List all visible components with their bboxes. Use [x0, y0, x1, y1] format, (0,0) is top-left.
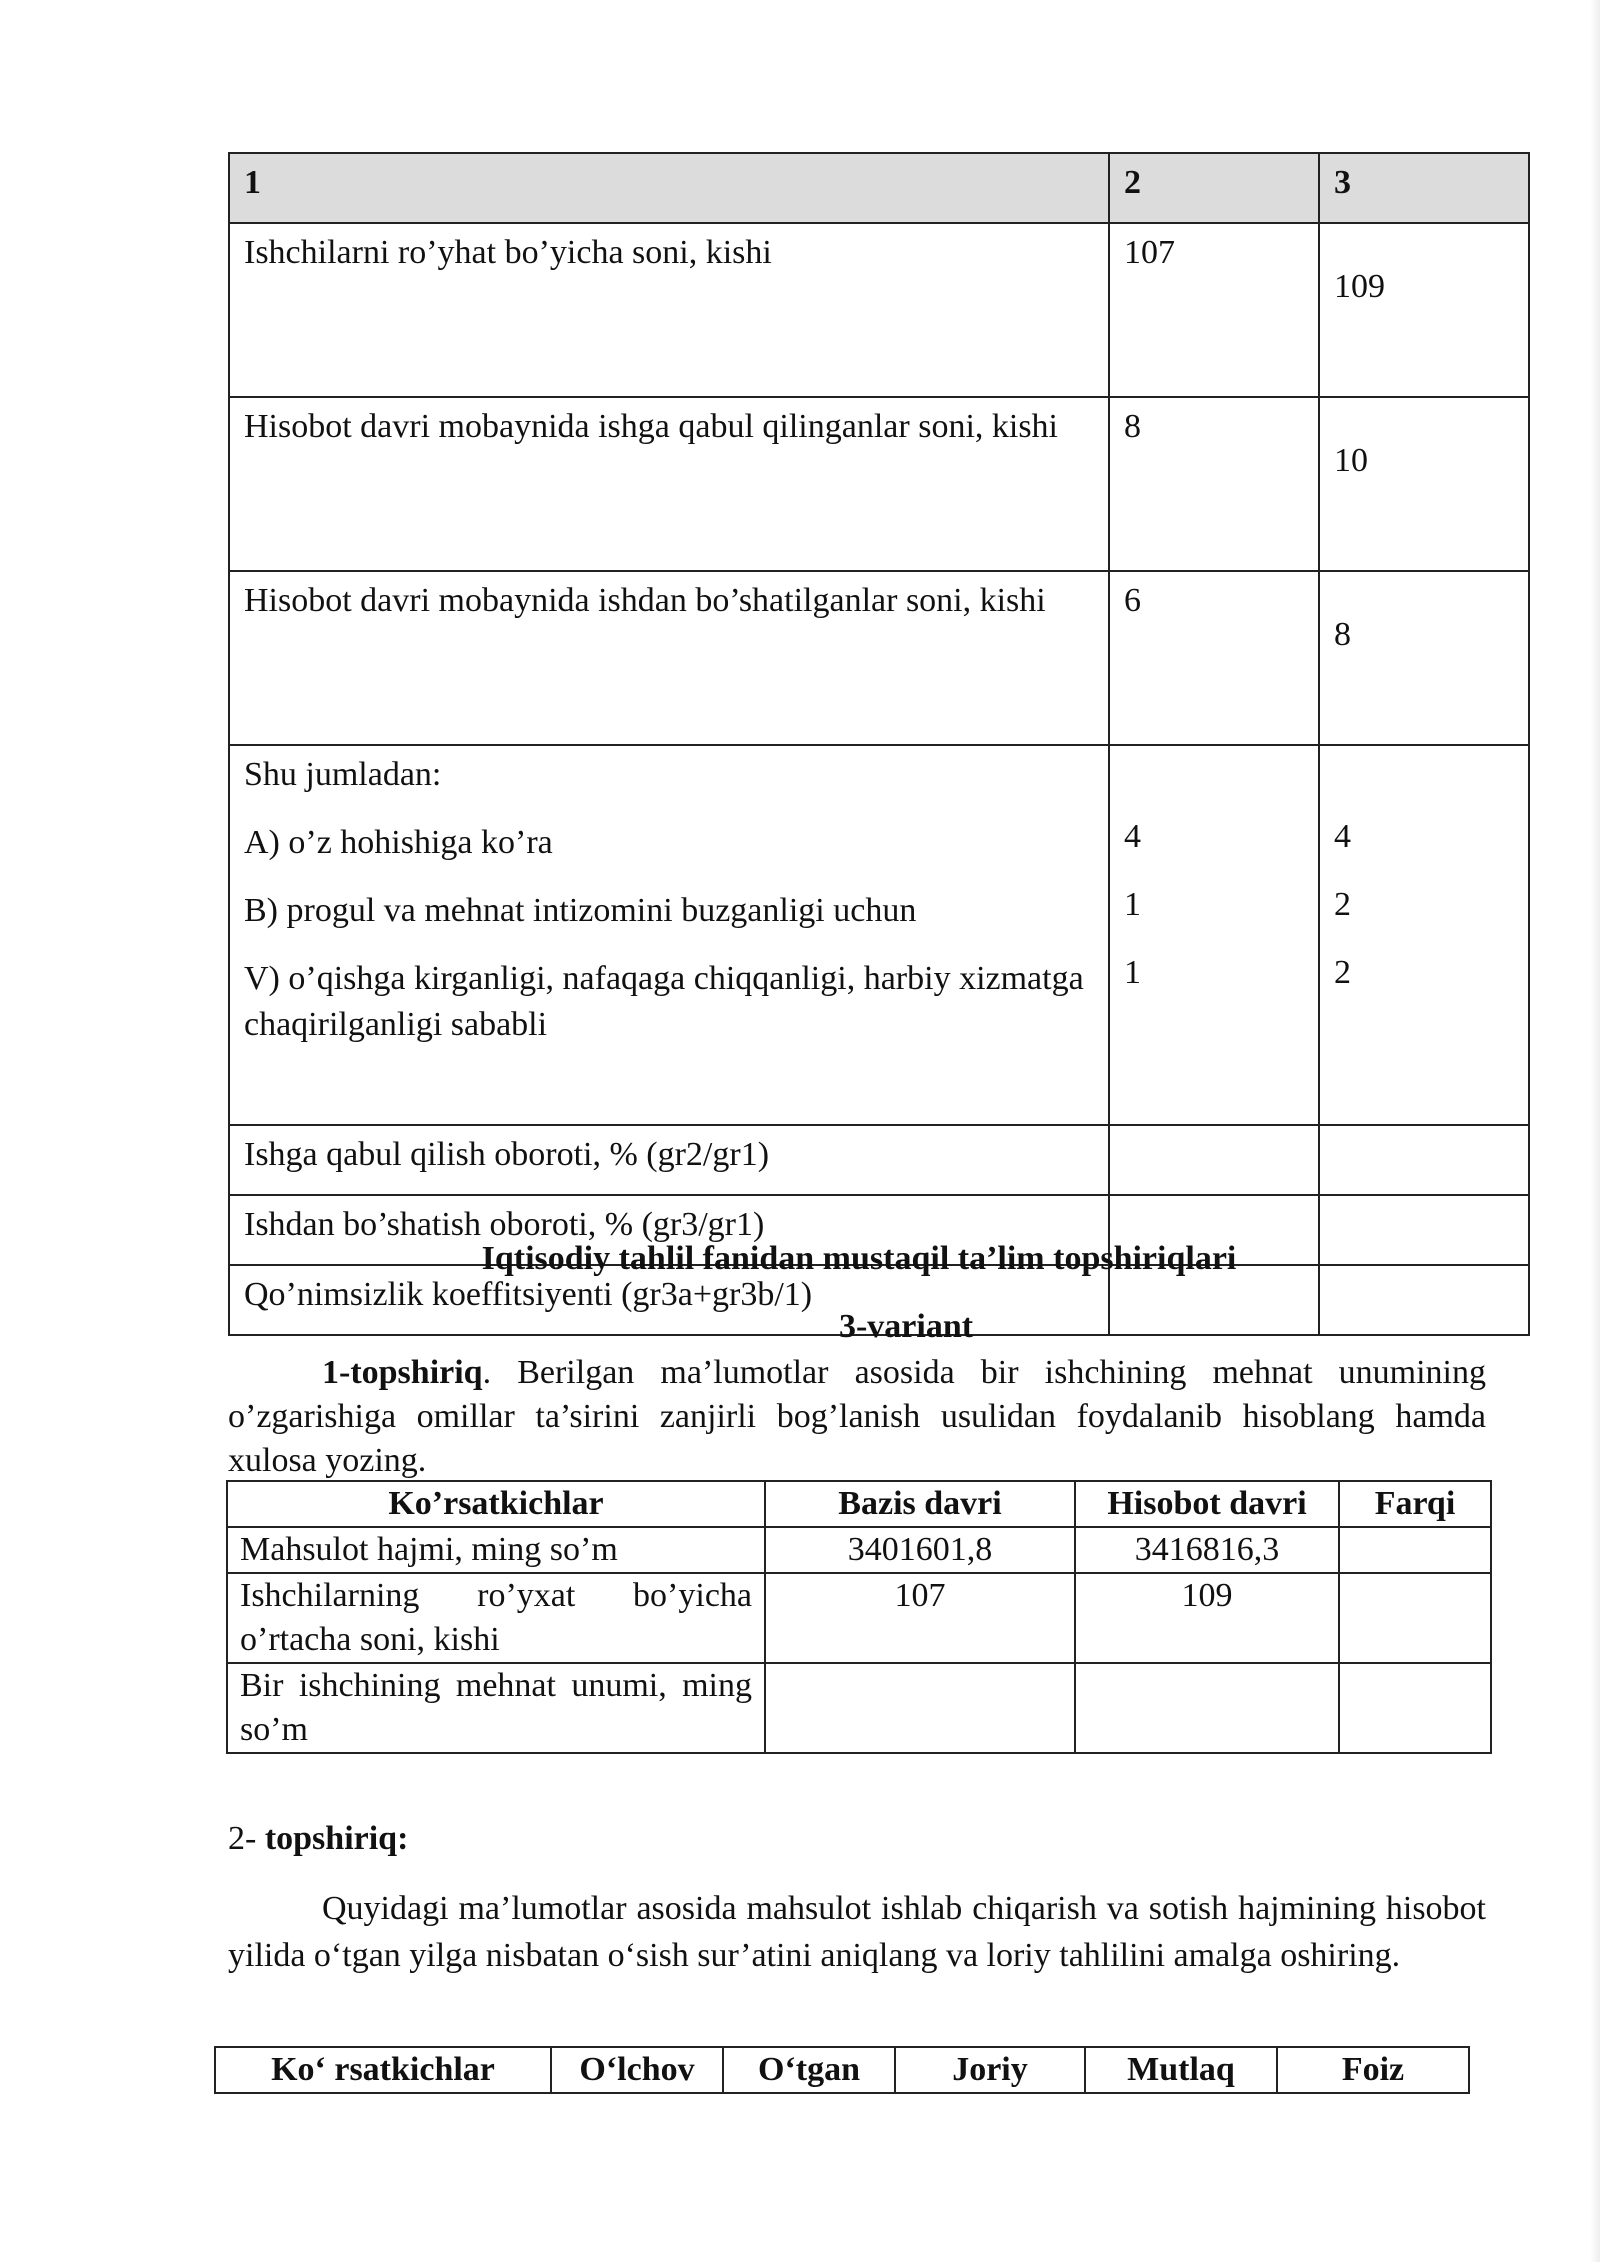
- breakdown-item: V) o’qishga kirganligi, nafaqaga chiqqanligi, harbiy xizmatga chaqirilganligi sababli: [244, 960, 1084, 1043]
- table-row: [227, 1663, 1491, 1753]
- table-row-breakdown: [229, 745, 1529, 1125]
- table-header-row: [215, 2047, 1469, 2093]
- labor-productivity-table: [226, 1480, 1492, 1754]
- cell-value: 4: [1124, 818, 1141, 855]
- header-cell: Joriy: [895, 2047, 1085, 2093]
- task2-heading: [228, 1817, 1486, 1861]
- section-title: Iqtisodiy tahlil fanidan mustaqil ta’lim topshiriqlari: [481, 1240, 1237, 1277]
- row-label: Ishdan bo’shatish oboroti, % (gr3/gr1): [229, 1195, 1109, 1265]
- cell-value: 109: [1319, 223, 1529, 397]
- header-cell: 3: [1319, 153, 1529, 223]
- cell-value: 8: [1109, 397, 1319, 571]
- header-cell: Hisobot davri: [1075, 1481, 1339, 1527]
- breakdown-item: B) progul va mehnat intizomini buzganligi uchun: [244, 892, 917, 929]
- cell-value: 3416816,3: [1075, 1527, 1339, 1573]
- cell-value: 10: [1319, 397, 1529, 571]
- row-label: Ishga qabul qilish oboroti, % (gr2/gr1): [229, 1125, 1109, 1195]
- page-edge-shadow: [1590, 0, 1600, 2262]
- cell-value: 3401601,8: [765, 1527, 1075, 1573]
- header-cell: Ko‘ rsatkichlar: [215, 2047, 551, 2093]
- table-row: [229, 1125, 1529, 1195]
- breakdown-intro: Shu jumladan:: [244, 756, 442, 793]
- header-cell: Bazis davri: [765, 1481, 1075, 1527]
- table-header-row: [229, 153, 1529, 223]
- cell-value: [765, 1663, 1075, 1753]
- header-cell: O‘lchov: [551, 2047, 723, 2093]
- empty-cell: [1109, 1125, 1319, 1195]
- cell-value: 107: [1109, 223, 1319, 397]
- header-cell: 1: [229, 153, 1109, 223]
- cell-value: 2: [1334, 954, 1351, 991]
- table-row: [227, 1573, 1491, 1663]
- task2-prefix: 2-: [228, 1820, 265, 1857]
- workforce-table: [228, 152, 1530, 1336]
- table-row: [229, 397, 1529, 571]
- table-row: [227, 1527, 1491, 1573]
- table-row: [229, 223, 1529, 397]
- cell-value: 6: [1109, 571, 1319, 745]
- breakdown-labels: [229, 745, 1109, 1125]
- cell-value: [1339, 1527, 1491, 1573]
- header-cell: Mutlaq: [1085, 2047, 1277, 2093]
- breakdown-item: A) o’z hohishiga ko’ra: [244, 824, 553, 861]
- cell-value: 2: [1334, 886, 1351, 923]
- task2-paragraph: Quyidagi ma’lumotlar asosida mahsulot ishlab chiqarish va sotish hajmining hisobot yilida o‘tgan yilga nisbatan o‘sish sur’atini aniqlang va loriy tahlilini amalga oshiring.: [228, 1890, 1486, 1974]
- table-row: [229, 571, 1529, 745]
- cell-value: 1: [1124, 886, 1141, 923]
- header-cell: Ko’rsatkichlar: [227, 1481, 765, 1527]
- table-header-row: [227, 1481, 1491, 1527]
- breakdown-values-col2: [1109, 745, 1319, 1125]
- header-cell: Farqi: [1339, 1481, 1491, 1527]
- task2-label: topshiriq:: [264, 1820, 409, 1857]
- cell-value: 8: [1319, 571, 1529, 745]
- row-label: Mahsulot hajmi, ming so’m: [227, 1527, 765, 1573]
- cell-value: 1: [1124, 954, 1141, 991]
- header-cell: Foiz: [1277, 2047, 1469, 2093]
- row-label: Hisobot davri mobaynida ishdan bo’shatilganlar soni, kishi: [229, 571, 1109, 745]
- row-label: Ishchilarning ro’yxat bo’yicha o’rtacha soni, kishi: [227, 1573, 765, 1663]
- row-label: Qo’nimsizlik koeffitsiyenti (gr3a+gr3b/1): [229, 1265, 1109, 1335]
- header-cell: 2: [1109, 153, 1319, 223]
- empty-cell: [1319, 1125, 1529, 1195]
- cell-value: [1339, 1573, 1491, 1663]
- cell-value: 109: [1075, 1573, 1339, 1663]
- row-label: Ishchilarni ro’yhat bo’yicha soni, kishi: [229, 223, 1109, 397]
- cell-value: 4: [1334, 818, 1351, 855]
- sales-growth-table: [214, 2046, 1470, 2094]
- variant-heading: 3-variant: [838, 1308, 974, 1345]
- cell-value: [1075, 1663, 1339, 1753]
- cell-value: [1339, 1663, 1491, 1753]
- header-cell: O‘tgan: [723, 2047, 895, 2093]
- task1-text: . Berilgan ma’lumotlar asosida bir ishchining mehnat unumining o’zgarishiga omillar ta’sirini zanjirli bog’lanish usulidan foydalanib hisoblang hamda xulosa yozing.: [228, 1354, 1486, 1479]
- task1-label: 1-topshiriq: [322, 1354, 483, 1391]
- breakdown-values-col3: [1319, 745, 1529, 1125]
- task1-paragraph: [228, 1351, 1486, 1483]
- row-label: Hisobot davri mobaynida ishga qabul qilinganlar soni, kishi: [229, 397, 1109, 571]
- cell-value: 107: [765, 1573, 1075, 1663]
- row-label: Bir ishchining mehnat unumi, ming so’m: [227, 1663, 765, 1753]
